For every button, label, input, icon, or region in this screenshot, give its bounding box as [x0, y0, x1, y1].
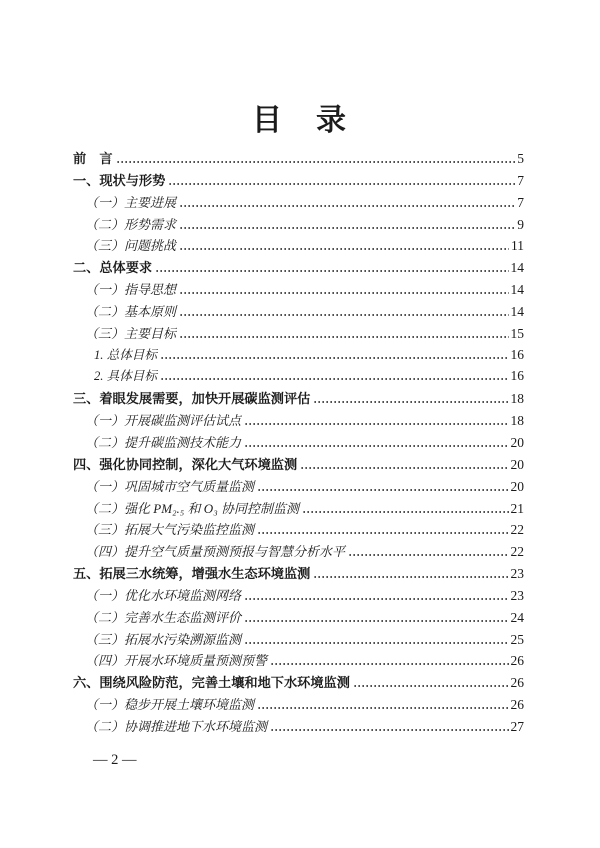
- toc-entry: [73, 454, 524, 476]
- toc-entry-label: （一）开展碳监测评估试点: [85, 413, 242, 429]
- toc-entry: [73, 629, 524, 651]
- toc-entry-page: 7: [517, 194, 524, 210]
- dot-leader: [117, 161, 516, 163]
- dot-leader: [301, 467, 508, 469]
- toc-entry-page: 21: [510, 500, 524, 516]
- toc-entry-page: 18: [510, 391, 524, 407]
- toc-entry: [73, 716, 524, 738]
- toc-entry: [73, 366, 524, 388]
- toc-entry-label: （四）开展水环境质量预测预警: [85, 653, 268, 669]
- toc-entry-page: 20: [510, 456, 524, 472]
- toc-entry-page: 15: [510, 325, 524, 341]
- toc-entry: [73, 498, 524, 520]
- toc-entry-page: 14: [510, 303, 524, 319]
- toc-entry-label: （三）问题挑战: [85, 238, 177, 254]
- toc-entry-label: （三）拓展水污染溯源监测: [85, 631, 242, 647]
- toc-entry-label: （二）提升碳监测技术能力: [85, 434, 242, 450]
- toc-entry-label: （三）拓展大气污染监控监测: [85, 522, 255, 538]
- dot-leader: [169, 183, 515, 185]
- toc-entry-label: 2. 具体目标: [94, 369, 157, 384]
- dot-leader: [245, 598, 508, 600]
- toc-entry-page: 26: [510, 675, 524, 691]
- dot-leader: [303, 511, 509, 513]
- toc-entry-label: （一）稳步开展土壤环境监测: [85, 697, 255, 713]
- dot-leader: [258, 532, 508, 534]
- dot-leader: [180, 205, 515, 207]
- dot-leader: [314, 576, 508, 578]
- toc-entry-page: 22: [510, 544, 524, 560]
- toc-entry-page: 25: [510, 631, 524, 647]
- toc-entry-label: 1. 总体目标: [94, 347, 157, 362]
- dot-leader: [180, 336, 508, 338]
- dot-leader: [156, 270, 508, 272]
- dot-leader: [258, 707, 508, 709]
- toc-entry: [73, 672, 524, 694]
- toc-entry-label: （二）协调推进地下水环境监测: [85, 718, 268, 734]
- toc-entry-page: 16: [510, 346, 524, 362]
- dot-leader: [271, 729, 508, 731]
- toc-entry-page: 9: [517, 216, 524, 232]
- dot-leader: [271, 663, 508, 665]
- toc-entry-label: （二）强化 PM₂.₅ 和 O₃ 协同控制监测: [85, 500, 299, 516]
- toc-entry-label: （一）优化水环境监测网络: [85, 587, 242, 603]
- toc-entry: [73, 235, 524, 257]
- dot-leader: [180, 292, 508, 294]
- toc-entry: [73, 257, 524, 279]
- toc-entry-label: （一）巩固城市空气质量监测: [85, 478, 255, 494]
- dot-leader: [180, 314, 508, 316]
- page-title: 目 录: [252, 104, 348, 137]
- toc-entry-label: 六、围绕风险防范，完善土壤和地下水环境监测: [73, 675, 350, 691]
- toc-entry: [73, 410, 524, 432]
- toc-entry: [73, 170, 524, 192]
- toc-entry-label: 一、现状与形势: [73, 172, 166, 188]
- dot-leader: [245, 642, 508, 644]
- toc-entry: [73, 432, 524, 454]
- toc-entry: [73, 301, 524, 323]
- toc-entry: [73, 148, 524, 170]
- dot-leader: [349, 554, 508, 556]
- dot-leader: [161, 378, 509, 380]
- toc-entry-page: 14: [510, 260, 524, 276]
- toc-entry: [73, 585, 524, 607]
- toc-entry-label: （四）提升空气质量预测预报与智慧分析水平: [85, 544, 346, 560]
- toc-entry-label: （二）形势需求: [85, 216, 177, 232]
- toc-entry-page: 23: [510, 566, 524, 582]
- toc-entry-label: （一）指导思想: [85, 282, 177, 298]
- dot-leader: [245, 445, 508, 447]
- toc-entry-label: （二）完善水生态监测评价: [85, 609, 242, 625]
- toc-entry-page: 20: [510, 434, 524, 450]
- dot-leader: [258, 489, 508, 491]
- toc-entry: [73, 388, 524, 410]
- page-number-footer: — 2 —: [93, 752, 137, 768]
- toc-entry-label: 四、强化协同控制，深化大气环境监测: [73, 456, 298, 472]
- toc-entry-label: 三、着眼发展需要，加快开展碳监测评估: [73, 391, 311, 407]
- toc-entry-page: 20: [510, 478, 524, 494]
- toc-entry-label: （二）基本原则: [85, 303, 177, 319]
- toc-entry-label: 二、总体要求: [73, 260, 153, 276]
- toc-entry-page: 16: [510, 368, 524, 384]
- dot-leader: [180, 248, 509, 250]
- toc-entry: [73, 476, 524, 498]
- toc-entry-label: 前 言: [73, 151, 113, 166]
- toc-entry-page: 22: [510, 522, 524, 538]
- toc-entry: [73, 563, 524, 585]
- toc-entry-page: 27: [510, 718, 524, 734]
- toc-entry: [73, 650, 524, 672]
- toc-entry: [73, 323, 524, 345]
- toc-entry-page: 23: [510, 587, 524, 603]
- toc-entry: [73, 214, 524, 236]
- dot-leader: [354, 685, 509, 687]
- dot-leader: [314, 401, 508, 403]
- toc-entry-page: 24: [510, 609, 524, 625]
- toc-list: [73, 148, 524, 738]
- toc-entry-page: 18: [510, 413, 524, 429]
- toc-entry-page: 5: [517, 151, 524, 166]
- toc-entry-page: 7: [517, 172, 524, 188]
- toc-entry-label: 五、拓展三水统筹，增强水生态环境监测: [73, 566, 311, 582]
- toc-entry-label: （三）主要目标: [85, 325, 177, 341]
- toc-entry-page: 26: [510, 697, 524, 713]
- toc-entry-page: 26: [510, 653, 524, 669]
- dot-leader: [245, 620, 508, 622]
- toc-entry: [73, 694, 524, 716]
- toc-entry: [73, 192, 524, 214]
- dot-leader: [245, 423, 508, 425]
- toc-entry: [73, 541, 524, 563]
- toc-entry-label: （一）主要进展: [85, 194, 177, 210]
- dot-leader: [161, 357, 509, 359]
- toc-entry: [73, 519, 524, 541]
- toc-entry-page: 11: [511, 238, 524, 254]
- toc-entry: [73, 345, 524, 367]
- dot-leader: [180, 227, 515, 229]
- toc-entry: [73, 279, 524, 301]
- toc-entry-page: 14: [510, 282, 524, 298]
- toc-entry: [73, 607, 524, 629]
